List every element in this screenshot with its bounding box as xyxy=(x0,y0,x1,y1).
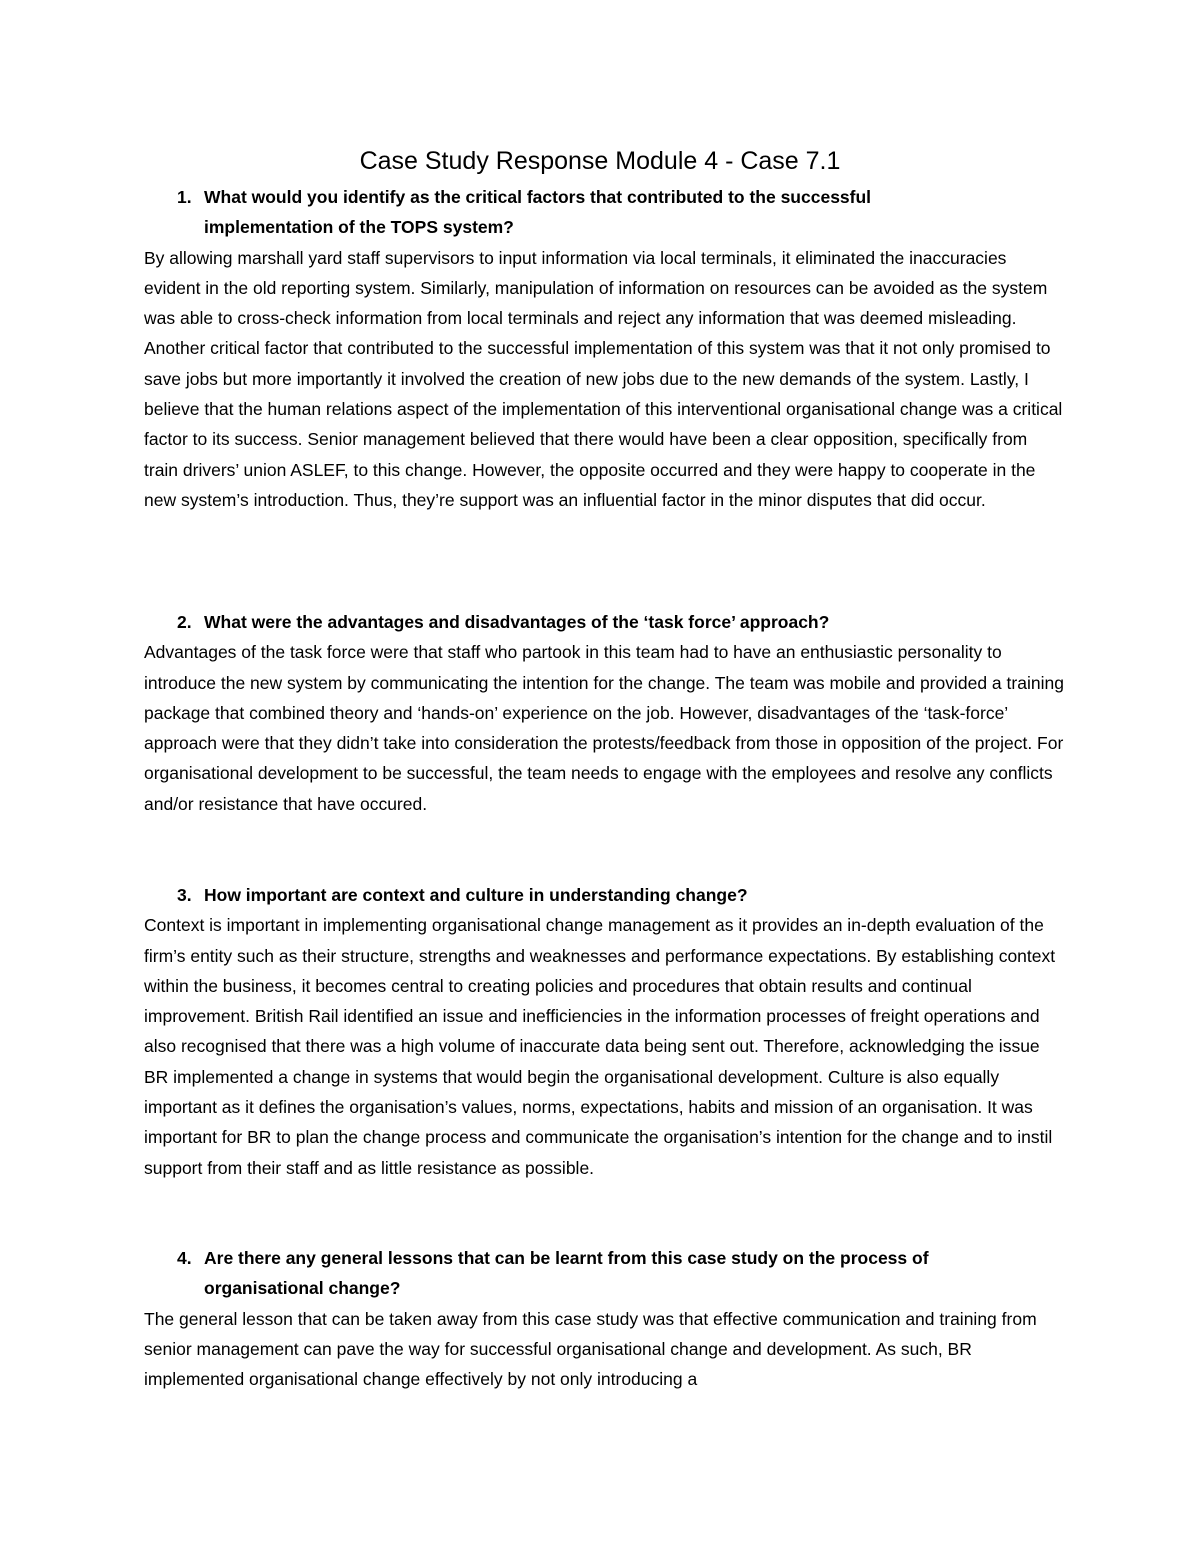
question-number: 1. xyxy=(177,187,192,207)
question-section-1 xyxy=(0,182,1200,515)
question-section-4 xyxy=(0,1243,1200,1394)
answer-paragraph: Advantages of the task force were that staff who partook in this team had to have an enthusiastic personality to introduce the new system by communicating the intention for the change. The team was mobile and provided a training package that combined theory and ‘hands-on’ experience on the job. However, disadvantages of the ‘task-force’ approach were that they didn’t take into consideration the protests/feedback from those in opposition of the project. For organisational development to be successful, the team needs to engage with the employees and resolve any conflicts and/or resistance that have occured. xyxy=(144,642,1064,814)
question-heading xyxy=(0,1243,1004,1304)
question-heading xyxy=(0,182,1004,243)
question-section-2 xyxy=(0,607,1200,819)
answer-paragraph: By allowing marshall yard staff supervisors to input information via local terminals, it eliminated the inaccuracies evident in the old reporting system. Similarly, manipulation of information on resources can be avoided as the system was able to cross-check information from local terminals and reject any information that was deemed misleading. Another critical factor that contributed to the successful implementation of this system was that it not only promised to save jobs but more importantly it involved the creation of new jobs due to the new demands of the system. Lastly, I believe that the human relations aspect of the implementation of this interventional organisational change was a critical factor to its success. Senior management believed that there would have been a clear opposition, specifically from train drivers’ union ASLEF, to this change. However, the opposite occurred and they were happy to cooperate in the new system’s introduction. Thus, they’re support was an influential factor in the minor disputes that did occur. xyxy=(144,247,1063,510)
question-heading xyxy=(0,607,1004,637)
question-text: What would you identify as the critical factors that contributed to the successful implementation of the TOPS system? xyxy=(204,187,872,238)
question-text: Are there any general lessons that can be learnt from this case study on the process of organisational change? xyxy=(204,1248,929,1299)
question-text: How important are context and culture in understanding change? xyxy=(204,885,748,905)
question-text: What were the advantages and disadvantages of the ‘task force’ approach? xyxy=(204,612,830,632)
answer-paragraph: The general lesson that can be taken away from this case study was that effective communication and training from senior management can pave the way for successful organisational change and development. As such, BR implemented organisational change effectively by not only introducing a xyxy=(144,1308,1037,1390)
question-section-3 xyxy=(0,880,1200,1183)
answer-paragraph: Context is important in implementing organisational change management as it provides an in-depth evaluation of the firm’s entity such as their structure, strengths and weaknesses and performance expectations. By establishing context within the business, it becomes central to creating policies and procedures that obtain results and continual improvement. British Rail identified an issue and inefficiencies in the information processes of freight operations and also recognised that there was a high volume of inaccurate data being sent out. Therefore, acknowledging the issue BR implemented a change in systems that would begin the organisational development. Culture is also equally important as it defines the organisation’s values, norms, expectations, habits and mission of an organisation. It was important for BR to plan the change process and communicate the organisation’s intention for the change and to instil support from their staff and as little resistance as possible. xyxy=(144,915,1056,1178)
document-title: Case Study Response Module 4 - Case 7.1 xyxy=(359,147,841,175)
question-number: 4. xyxy=(177,1248,192,1268)
question-number: 2. xyxy=(177,612,192,632)
question-heading xyxy=(0,880,1004,910)
question-number: 3. xyxy=(177,885,192,905)
